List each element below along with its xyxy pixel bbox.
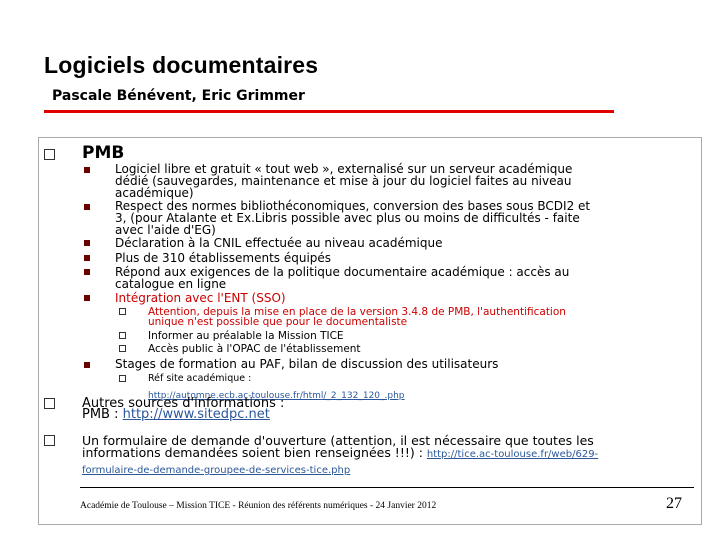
- page-number: 27: [666, 495, 682, 512]
- sub-list-item: Attention, depuis la mise en place de la version 3.4.8 de PMB, l'authentification: [148, 306, 566, 318]
- sub-list-item-cont: unique n'est possible que pour le documentaliste: [148, 316, 408, 328]
- list-item-cont: catalogue en ligne: [115, 277, 227, 291]
- list-item: Intégration avec l'ENT (SSO): [115, 291, 286, 305]
- other-sources-heading: Autres sources d'informations :: [82, 396, 285, 411]
- square-bullet-icon: [44, 435, 55, 446]
- list-item: Répond aux exigences de la politique documentaire académique : accès au: [115, 265, 570, 279]
- list-item: Déclaration à la CNIL effectuée au niveau académique: [115, 236, 443, 250]
- other-sources-line: [82, 407, 270, 422]
- list-item: Respect des normes bibliothéconomiques, conversion des bases sous BCDI2 et: [115, 199, 591, 213]
- stage-ref-link[interactable]: http://automne.ecb.ac-toulouse.fr/html/_2_132_120_.php: [148, 391, 405, 401]
- request-form-text: informations demandées soient bien renseignées !!!) :: [82, 445, 427, 460]
- list-item-cont: 3, (pour Atalante et Ex.Libris possible avec plus ou moins de difficultés - faite: [115, 211, 580, 225]
- slide-title: Logiciels documentaires: [44, 52, 319, 78]
- filled-bullet-icon: [84, 204, 90, 210]
- sitedpc-link[interactable]: http://www.sitedpc.net: [122, 407, 270, 422]
- filled-bullet-icon: [84, 269, 90, 275]
- stage-item: Stages de formation au PAF, bilan de discussion des utilisateurs: [115, 357, 499, 371]
- stage-ref-label: Réf site académique :: [148, 373, 252, 384]
- request-form-link-cont[interactable]: formulaire-de-demande-groupee-de-services-tice.php: [82, 465, 351, 476]
- request-form-line1: Un formulaire de demande d'ouverture (attention, il est nécessaire que toutes les: [82, 433, 594, 448]
- list-item: Plus de 310 établissements équipés: [115, 251, 332, 265]
- pmb-heading: PMB: [82, 143, 125, 163]
- filled-bullet-icon: [84, 362, 90, 368]
- list-item-cont: avec l'aide d'EG): [115, 223, 216, 237]
- request-form-link-cont-wrap: [82, 458, 350, 477]
- filled-bullet-icon: [84, 255, 90, 261]
- footer-divider: [80, 487, 694, 488]
- list-item-cont: dédié (sauvegardes, maintenance et mise à jour du logiciel faites au niveau: [115, 174, 572, 188]
- slide-authors: Pascale Bénévent, Eric Grimmer: [52, 88, 305, 104]
- square-bullet-icon: [119, 332, 126, 339]
- square-bullet-icon: [119, 308, 126, 315]
- other-sources-prefix: PMB :: [82, 407, 123, 422]
- sub-list-item: Accès public à l'OPAC de l'établissement: [148, 343, 361, 355]
- filled-bullet-icon: [84, 295, 90, 301]
- square-bullet-icon: [119, 375, 126, 382]
- footer-text: Académie de Toulouse – Mission TICE - Réunion des référents numériques - 24 Janvier 2012: [80, 501, 437, 511]
- request-form-link[interactable]: http://tice.ac-toulouse.fr/web/629-: [426, 449, 599, 460]
- title-underline: [44, 110, 614, 113]
- list-item: Logiciel libre et gratuit « tout web », externalisé sur un serveur académique: [115, 162, 573, 176]
- sub-list-item: Informer au préalable la Mission TICE: [148, 330, 344, 342]
- list-item-cont: académique): [115, 186, 194, 200]
- filled-bullet-icon: [84, 167, 90, 173]
- square-bullet-icon: [44, 149, 55, 160]
- square-bullet-icon: [44, 398, 55, 409]
- filled-bullet-icon: [84, 240, 90, 246]
- square-bullet-icon: [119, 345, 126, 352]
